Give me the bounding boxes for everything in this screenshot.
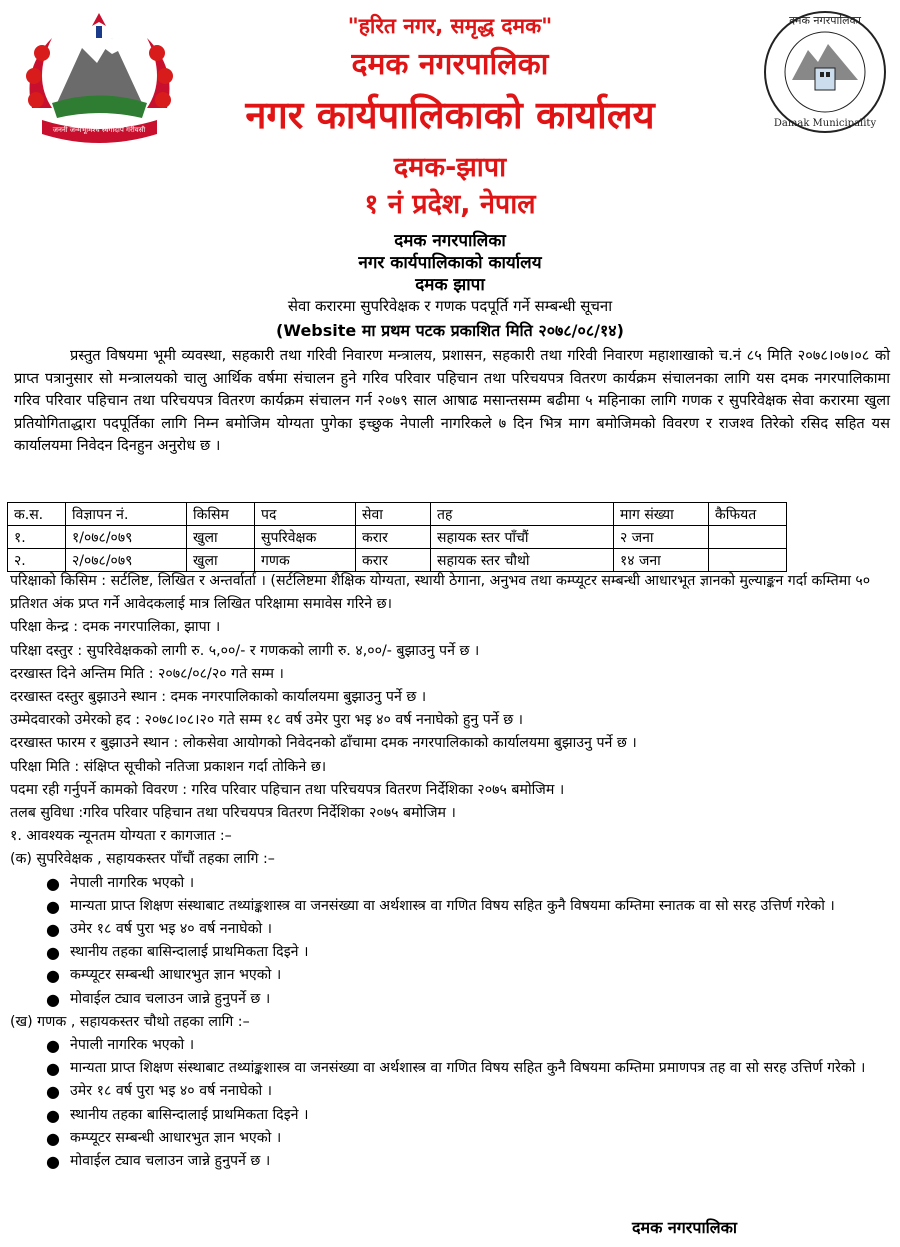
signature: दमक नगरपालिका bbox=[632, 1218, 738, 1237]
cell: २ जना bbox=[614, 526, 709, 549]
form-place: दरखास्त फारम र बुझाउने स्थान : लोकसेवा आयोगको निवेदनको ढाँचामा दमक नगरपालिकाको कार्यालयमा बुझाउनु पर्ने छ । bbox=[10, 735, 637, 752]
cell bbox=[709, 526, 787, 549]
cell: २/०७८/०७९ bbox=[66, 549, 187, 572]
list-item-text: मोवाईल ट्याव चलाउन जान्ने हुनुपर्ने छ । bbox=[70, 1153, 271, 1170]
cell: सहायक स्तर चौथो bbox=[431, 549, 614, 572]
list-item-text: कम्प्यूटर सम्बन्धी आधारभुत ज्ञान भएको । bbox=[70, 967, 282, 984]
list-item-text: मान्यता प्राप्त शिक्षण संस्थाबाट तथ्यांङ्कशास्त्र वा जनसंख्या वा अर्थशास्त्र वा गणित विषय सहित कुनै विषयमा कम्तिमा प्रमाणपत्र तह वा सो सरह उत्तिर्ण गरेको । bbox=[70, 1060, 866, 1077]
exam-center: परिक्षा केन्द्र : दमक नगरपालिका, झापा । bbox=[10, 619, 221, 636]
list-item bbox=[46, 1104, 890, 1127]
list-item-text: मान्यता प्राप्त शिक्षण संस्थाबाट तथ्यांङ्कशास्त्र वा जनसंख्या वा अर्थशास्त्र वा गणित विषय सहित कुनै विषयमा कम्तिमा स्नातक वा सो सरह उत्तिर्ण गरेको । bbox=[70, 897, 835, 914]
list-item-text: उमेर १८ वर्ष पुरा भइ ४० वर्ष ननाघेको । bbox=[70, 921, 273, 938]
col-demand: माग संख्या bbox=[614, 503, 709, 526]
cell: खुला bbox=[187, 526, 255, 549]
list-item bbox=[46, 1150, 890, 1173]
requirements-title: १. आवश्यक न्यूनतम योग्यता र कागजात :– bbox=[10, 828, 232, 845]
svg-text:Damak Municipality: Damak Municipality bbox=[773, 118, 877, 129]
cell: १/०७८/०७९ bbox=[66, 526, 187, 549]
list-item bbox=[46, 1127, 890, 1150]
cell: १४ जना bbox=[614, 549, 709, 572]
salary: तलब सुविधा :गरिव परिवार पहिचान तथा परिचयपत्र वितरण निर्देशिका २०७५ बमोजिम । bbox=[10, 805, 456, 822]
list-item bbox=[46, 872, 890, 895]
slogan: "हरित नगर, समृद्ध दमक" bbox=[347, 14, 553, 38]
col-adv-no: विज्ञापन नं. bbox=[66, 503, 187, 526]
list-item bbox=[46, 918, 890, 941]
list-item-text: स्थानीय तहका बासिन्दालाई प्राथमिकता दिइने । bbox=[70, 1106, 309, 1123]
bullet-icon: ● bbox=[46, 1105, 60, 1125]
list-item bbox=[46, 1057, 890, 1080]
vacancy-table bbox=[7, 502, 787, 572]
list-item bbox=[46, 895, 890, 918]
list-item bbox=[46, 1034, 890, 1057]
cell bbox=[709, 549, 787, 572]
header-province: १ नं प्रदेश, नेपाल bbox=[364, 189, 536, 220]
notice-title: सेवा करारमा सुपरिवेक्षक र गणक पदपूर्ति गर्ने सम्बन्धी सूचना bbox=[287, 297, 613, 315]
header-location: दमक-झापा bbox=[393, 152, 507, 183]
notice-office: नगर कार्यपालिकाको कार्यालय bbox=[358, 253, 542, 273]
list-item-text: नेपाली नागरिक भएको । bbox=[70, 874, 195, 891]
table-row bbox=[8, 549, 787, 572]
requirements-list bbox=[10, 1034, 890, 1173]
col-post: पद bbox=[255, 503, 356, 526]
col-service: सेवा bbox=[356, 503, 431, 526]
svg-text:दमक नगरपालिका: दमक नगरपालिका bbox=[789, 14, 861, 27]
notice-details bbox=[10, 570, 890, 1173]
table-header-row bbox=[8, 503, 787, 526]
notice-municipality: दमक नगरपालिका bbox=[394, 231, 506, 251]
last-date: दरखास्त दिने अन्तिम मिति : २०७८/०८/२० गते सम्म । bbox=[10, 665, 284, 682]
notice-publish-date: (Website मा प्रथम पटक प्रकाशित मिति २०७८/०८/१४) bbox=[276, 321, 624, 340]
age-limit: उम्मेदवारको उमेरको हद : २०७८।०८।२० गते सम्म १८ वर्ष उमेर पुरा भइ ४० वर्ष ननाघेको हुनु पर्ने छ । bbox=[10, 712, 524, 729]
bullet-icon: ● bbox=[46, 1059, 60, 1079]
list-item bbox=[46, 988, 890, 1011]
bullet-icon: ● bbox=[46, 920, 60, 940]
cell: सुपरिवेक्षक bbox=[255, 526, 356, 549]
header-office: नगर कार्यपालिकाको कार्यालय bbox=[245, 93, 655, 137]
cell: सहायक स्तर पाँचौं bbox=[431, 526, 614, 549]
section-title: (क) सुपरिवेक्षक , सहायकस्तर पाँचौं तहका लागि :– bbox=[10, 851, 275, 868]
list-item bbox=[46, 964, 890, 987]
bullet-icon: ● bbox=[46, 989, 60, 1009]
requirements-list bbox=[10, 872, 890, 1011]
cell: १. bbox=[8, 526, 66, 549]
bullet-icon: ● bbox=[46, 1128, 60, 1148]
bullet-icon: ● bbox=[46, 966, 60, 986]
col-remarks: कैफियत bbox=[709, 503, 787, 526]
list-item-text: स्थानीय तहका बासिन्दालाई प्राथमिकता दिइने । bbox=[70, 944, 309, 961]
bullet-icon: ● bbox=[46, 1152, 60, 1172]
col-type: किसिम bbox=[187, 503, 255, 526]
bullet-icon: ● bbox=[46, 1036, 60, 1056]
table-row bbox=[8, 526, 787, 549]
fee-place: दरखास्त दस्तुर बुझाउने स्थान : दमक नगरपालिकाको कार्यालयमा बुझाउनु पर्ने छ । bbox=[10, 689, 427, 706]
list-item bbox=[46, 941, 890, 964]
notice-location: दमक झापा bbox=[415, 275, 485, 295]
bullet-icon: ● bbox=[46, 896, 60, 916]
list-item bbox=[46, 1080, 890, 1103]
notice-intro: प्रस्तुत विषयमा भूमी व्यवस्था, सहकारी तथा गरिवी निवारण मन्त्रालय, प्रशासन, सहकारी तथा गरिवी निवारण महाशाखाको च.नं ८५ मिति २०७८।०७।०८ को प्राप्त पत्रानुसार सो मन्त्रालयको चालु आर्थिक वर्षमा संचालन हुने गरिव परिवार पहिचान तथा परिचयपत्र वितरण कार्यक्रम संचालनका लागि यस दमक नगरपालिकामा गरिव परिवार पहिचान तथा परिचयपत्र वितरण कार्यक्रम संचालन गर्न २०७९ साल आषाढ मसान्तसम्म बढीमा ५ महिनाका लागि गणक र सुपरिवेक्षक सेवा करारमा खुला प्रतियोगिताद्धारा पदपूर्तिका लागि निम्न बमोजिम योग्यता पुगेका इच्छुक नेपाली नागरिकले ७ दिन भित्र माग बमोजिमको विवरण र राजश्व तिरेको रसिद सहित यस कार्यालयमा निवेदन दिनहुन अनुरोध छ । bbox=[14, 347, 890, 455]
list-item-text: मोवाईल ट्याव चलाउन जान्ने हुनुपर्ने छ । bbox=[70, 990, 271, 1007]
bullet-icon: ● bbox=[46, 1082, 60, 1102]
header-municipality: दमक नगरपालिका bbox=[351, 47, 549, 82]
cell: गणक bbox=[255, 549, 356, 572]
section-title: (ख) गणक , सहायकस्तर चौथो तहका लागि :– bbox=[10, 1013, 250, 1030]
exam-fee: परिक्षा दस्तुर : सुपरिवेक्षकको लागी रु. ५,००/- र गणकको लागी रु. ४,००/- बुझाउनु पर्ने छ । bbox=[10, 642, 480, 659]
bullet-icon: ● bbox=[46, 943, 60, 963]
exam-type: परिक्षाको किसिम : सर्टलिष्ट, लिखित र अन्तर्वार्ता । (सर्टलिष्टमा शैक्षिक योग्यता, स्थायी ठेगाना, अनुभव तथा कम्प्यूटर सम्बन्धी आधारभूत ज्ञानको मुल्याङ्कन गर्दा कम्तिमा ५० प्रतिशत अंक प्रप्त गर्ने आवेदकलाई मात्र लिखित परिक्षामा समावेस गरिने छ। bbox=[10, 573, 871, 613]
cell: २. bbox=[8, 549, 66, 572]
svg-text:जननी जन्मभूमिश्च स्वर्गादपि गर: जननी जन्मभूमिश्च स्वर्गादपि गरीयसी bbox=[52, 126, 146, 134]
col-sn: क.स. bbox=[8, 503, 66, 526]
cell: करार bbox=[356, 526, 431, 549]
cell: करार bbox=[356, 549, 431, 572]
job-description: पदमा रही गर्नुपर्ने कामको विवरण : गरिव परिवार पहिचान तथा परिचयपत्र वितरण निर्देशिका २०७५ बमोजिम । bbox=[10, 781, 565, 798]
list-item-text: नेपाली नागरिक भएको । bbox=[70, 1037, 195, 1054]
cell: खुला bbox=[187, 549, 255, 572]
list-item-text: कम्प्यूटर सम्बन्धी आधारभुत ज्ञान भएको । bbox=[70, 1129, 282, 1146]
bullet-icon: ● bbox=[46, 873, 60, 893]
exam-date: परिक्षा मिति : संक्षिप्त सूचीको नतिजा प्रकाशन गर्दा तोकिने छ। bbox=[10, 758, 327, 775]
list-item-text: उमेर १८ वर्ष पुरा भइ ४० वर्ष ननाघेको । bbox=[70, 1083, 273, 1100]
col-level: तह bbox=[431, 503, 614, 526]
